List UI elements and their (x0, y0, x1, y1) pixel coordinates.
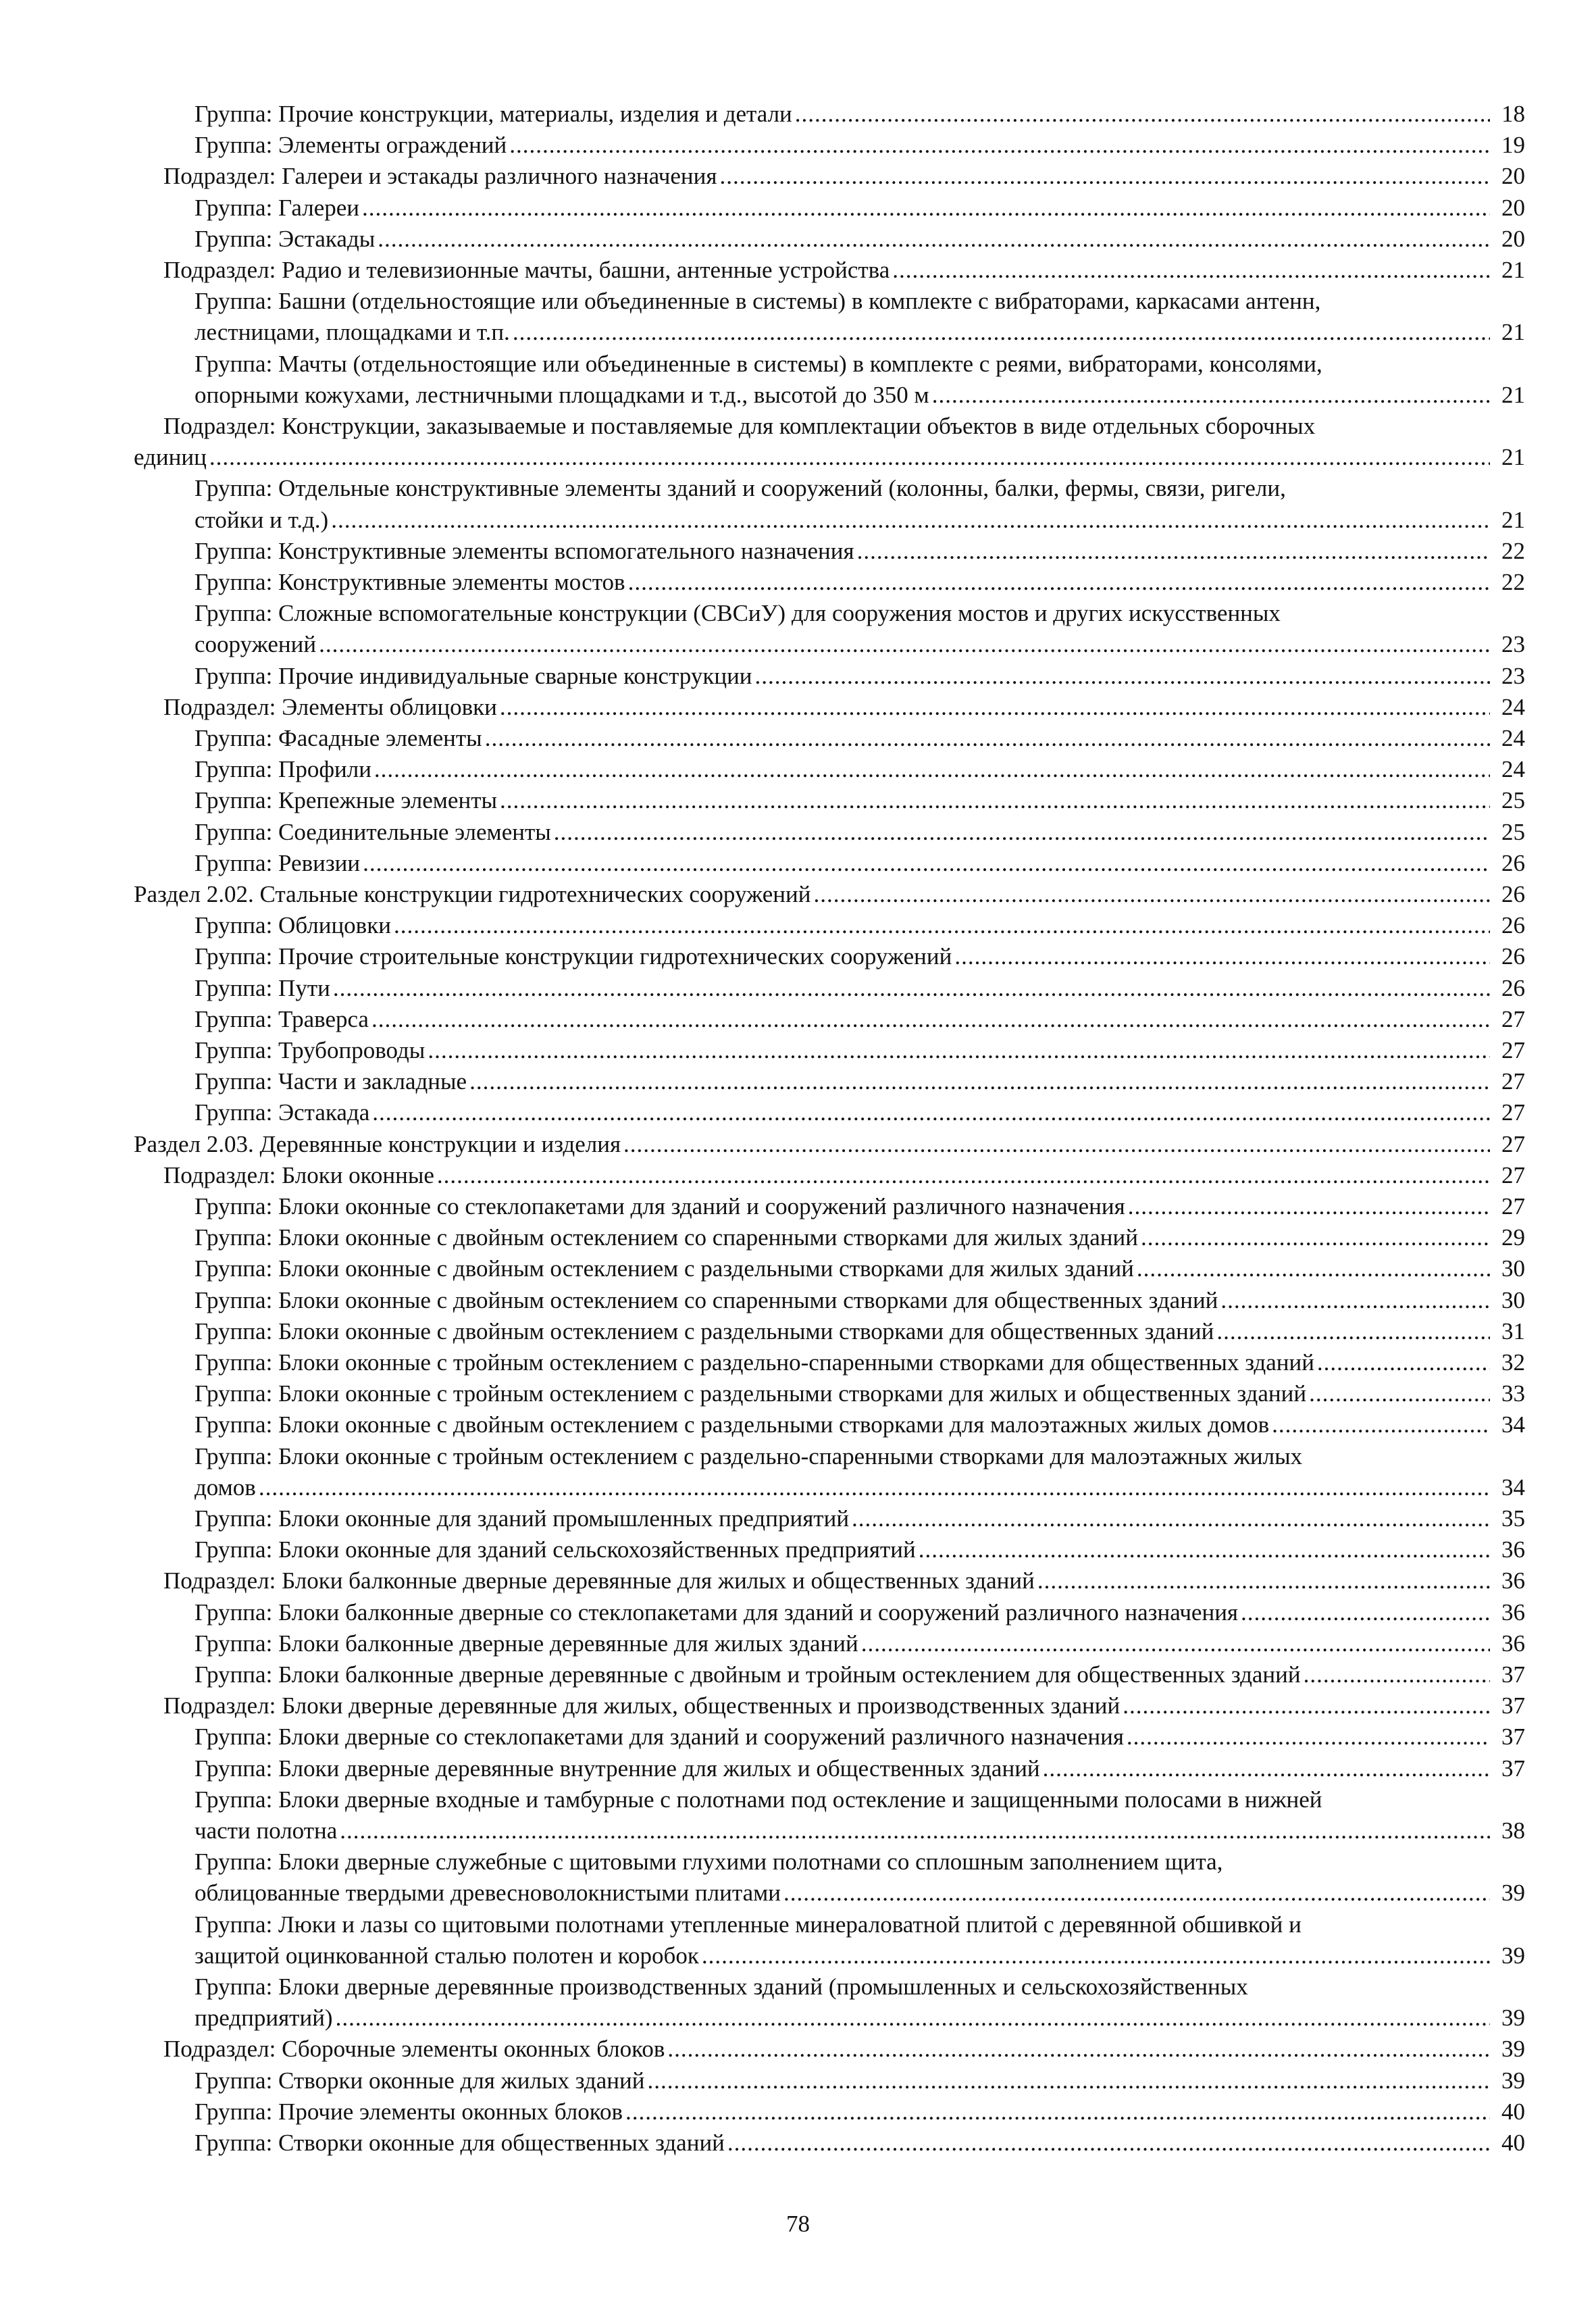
toc-entry-title: Группа: Блоки балконные дверные деревянные для жилых зданий (195, 1630, 858, 1657)
toc-entry-page: 27 (1501, 1130, 1525, 1157)
toc-entry-page: 37 (1501, 1692, 1525, 1719)
toc-entry-title-line: Группа: Блоки дверные служебные с щитовыми глухими полотнами со сплошным заполнением щита, (195, 1848, 1223, 1876)
toc-entry-page: 20 (1501, 225, 1525, 252)
toc-entry-title-line: Группа: Мачты (отдельностоящие или объединенные в системы) в комплекте с реями, вибраторами, консолями, (195, 350, 1322, 377)
dot-leader (1128, 1191, 1490, 1222)
toc-entry-title: лестницами, площадками и т.п. (195, 319, 510, 346)
toc-entry-page: 29 (1501, 1224, 1525, 1251)
toc-entry-title: части полотна (195, 1817, 338, 1844)
dot-leader (1309, 1378, 1490, 1409)
dot-leader (554, 817, 1490, 848)
toc-entry-title: Группа: Блоки оконные с двойным остеклением со спаренными створками для жилых зданий (195, 1224, 1138, 1251)
toc-entry-title: Подраздел: Элементы облицовки (163, 693, 497, 720)
toc-entry-page: 39 (1501, 2036, 1525, 2063)
toc-entry-page: 27 (1501, 1005, 1525, 1032)
dot-leader (702, 1940, 1490, 1971)
toc-entry-title: Группа: Трубопроводы (195, 1037, 426, 1063)
toc-entry-title-line: Подраздел: Конструкции, заказываемые и поставляемые для комплектации объектов в виде отдельных сборочных (163, 413, 1316, 439)
toc-entry-title: Группа: Прочие строительные конструкции гидротехнических сооружений (195, 943, 952, 970)
toc-entry-page: 25 (1501, 818, 1525, 845)
toc-entry-title: Группа: Блоки оконные с тройным остеклением с раздельно-спаренными створками для общественных зданий (195, 1349, 1314, 1376)
toc-entry-title: Группа: Блоки оконные для зданий сельскохозяйственных предприятий (195, 1536, 916, 1563)
dot-leader (852, 1503, 1490, 1534)
toc-entry-title: сооружений (195, 631, 317, 658)
dot-leader (363, 848, 1490, 879)
toc-entry-title: Группа: Крепежные элементы (195, 787, 498, 814)
toc-entry-page: 25 (1501, 787, 1525, 814)
dot-leader (892, 255, 1490, 286)
toc-entry-page: 40 (1501, 2098, 1525, 2125)
dot-leader (795, 99, 1490, 130)
dot-leader (1043, 1753, 1490, 1784)
dot-leader (378, 224, 1490, 255)
toc-entry-page: 30 (1501, 1255, 1525, 1282)
toc-entry-page: 30 (1501, 1286, 1525, 1313)
dot-leader (1137, 1253, 1490, 1284)
toc-entry-page: 27 (1501, 1099, 1525, 1126)
dot-leader (428, 1035, 1490, 1066)
toc-entry-page: 31 (1501, 1317, 1525, 1344)
toc-entry-page: 34 (1501, 1411, 1525, 1438)
toc-entry-page: 38 (1501, 1817, 1525, 1844)
toc-entry-page: 39 (1501, 1942, 1525, 1969)
toc-entry-title: облицованные твердыми древесноволокнистыми плитами (195, 1880, 781, 1907)
toc-entry-page: 20 (1501, 194, 1525, 221)
dot-leader (371, 1004, 1490, 1035)
toc-entry-title-line: Группа: Сложные вспомогательные конструкции (СВСиУ) для сооружения мостов и других искусственных (195, 600, 1281, 627)
toc-entry-title-line: Группа: Башни (отдельностоящие или объединенные в системы) в комплекте с вибраторами, каркасами антенн, (195, 288, 1321, 315)
toc-entry-page: 37 (1501, 1661, 1525, 1688)
toc-entry-title: Группа: Галереи (195, 194, 360, 221)
toc-entry-title: Группа: Пути (195, 974, 330, 1001)
toc-entry-page: 21 (1501, 381, 1525, 408)
dot-leader (336, 2003, 1490, 2034)
toc-entry-title-line: Группа: Блоки дверные деревянные производственных зданий (промышленных и сельскохозяйственных (195, 1973, 1248, 2000)
toc-entry-page: 36 (1501, 1567, 1525, 1594)
toc-entry-title: предприятий) (195, 2005, 333, 2032)
toc-entry-page: 21 (1501, 257, 1525, 283)
dot-leader (209, 442, 1490, 473)
toc-entry-page: 36 (1501, 1536, 1525, 1563)
toc-entry-title: Группа: Конструктивные элементы мостов (195, 569, 625, 595)
toc-entry-page: 26 (1501, 974, 1525, 1001)
toc-entry-title: Группа: Конструктивные элементы вспомогательного назначения (195, 537, 854, 564)
toc-entry-title: Группа: Траверса (195, 1005, 369, 1032)
toc-entry-title: Группа: Блоки дверные деревянные внутренние для жилых и общественных зданий (195, 1755, 1040, 1782)
toc-entry-title: Группа: Блоки дверные со стеклопакетами для зданий и сооружений различного назначения (195, 1724, 1124, 1751)
toc-entry-title: Группа: Облицовки (195, 912, 391, 939)
toc-entry-title: Группа: Блоки оконные с двойным остеклением с раздельными створками для малоэтажных жилых домов (195, 1411, 1270, 1438)
toc-entry-title: Группа: Эстакады (195, 225, 376, 252)
dot-leader (719, 161, 1490, 192)
toc-entry-title: Группа: Блоки оконные с двойным остеклением со спаренными створками для общественных зданий (195, 1286, 1218, 1313)
dot-leader (394, 910, 1490, 941)
toc-entry-page: 21 (1501, 319, 1525, 346)
toc-entry-title: Подраздел: Радио и телевизионные мачты, башни, антенные устройства (163, 257, 890, 283)
toc-entry-title: Группа: Эстакада (195, 1099, 370, 1126)
dot-leader (783, 1878, 1490, 1909)
dot-leader (647, 2065, 1490, 2096)
toc-entry-page: 34 (1501, 1474, 1525, 1501)
toc-entry-page: 23 (1501, 662, 1525, 689)
toc-entry-page: 26 (1501, 849, 1525, 876)
dot-leader (919, 1534, 1490, 1565)
toc-entry-page: 26 (1501, 881, 1525, 907)
dot-leader (513, 317, 1490, 348)
dot-leader (333, 973, 1490, 1004)
dot-leader (509, 130, 1490, 161)
toc-entry-title: Группа: Прочие индивидуальные сварные конструкции (195, 662, 752, 689)
toc-entry-page: 32 (1501, 1349, 1525, 1376)
toc-entry-page: 23 (1501, 631, 1525, 658)
toc-entry-title: домов (195, 1474, 256, 1501)
toc-entry-title: Подраздел: Блоки балконные дверные деревянные для жилых и общественных зданий (163, 1567, 1035, 1594)
toc-entry-title: Группа: Створки оконные для жилых зданий (195, 2067, 645, 2094)
toc-entry-page: 24 (1501, 756, 1525, 783)
dot-leader (1241, 1597, 1490, 1628)
toc-entry-title: Группа: Створки оконные для общественных зданий (195, 2130, 725, 2156)
dot-leader (625, 2096, 1490, 2128)
toc-entry-page: 26 (1501, 943, 1525, 970)
dot-leader (623, 1129, 1490, 1160)
dot-leader (727, 2128, 1490, 2159)
dot-leader (372, 1097, 1490, 1128)
dot-leader (319, 629, 1490, 660)
toc-entry-page: 24 (1501, 693, 1525, 720)
dot-leader (1304, 1659, 1490, 1690)
dot-leader (469, 1066, 1490, 1097)
toc-entry-page: 24 (1501, 725, 1525, 751)
toc-entry-title: Группа: Блоки балконные дверные со стеклопакетами для зданий и сооружений различного назначения (195, 1599, 1239, 1626)
toc-entry-title: Группа: Ревизии (195, 849, 361, 876)
toc-entry-page: 35 (1501, 1505, 1525, 1532)
toc-entry-title: Группа: Блоки оконные для зданий промышленных предприятий (195, 1505, 850, 1532)
toc-entry-page: 37 (1501, 1755, 1525, 1782)
toc-entry-title-line: Группа: Отдельные конструктивные элементы зданий и сооружений (колонны, балки, фермы, связи, ригели, (195, 475, 1286, 502)
toc-entry-title: Группа: Прочие конструкции, материалы, изделия и детали (195, 101, 792, 127)
toc-entry-title: Группа: Блоки балконные дверные деревянные с двойным и тройным остеклением для общественных зданий (195, 1661, 1301, 1688)
dot-leader (362, 193, 1490, 224)
dot-leader (667, 2034, 1490, 2065)
toc-entry-page: 27 (1501, 1068, 1525, 1095)
toc-entry-title: Подраздел: Галереи и эстакады различного назначения (163, 163, 717, 190)
toc-entry-page: 18 (1501, 101, 1525, 127)
toc-entry-title: Группа: Блоки оконные со стеклопакетами для зданий и сооружений различного назначения (195, 1193, 1125, 1219)
dot-leader (954, 941, 1490, 972)
toc-entry-title: стойки и т.д.) (195, 506, 329, 533)
dot-leader (1123, 1690, 1490, 1721)
toc-entry-title: Группа: Соединительные элементы (195, 818, 551, 845)
toc-entry-title-line: Группа: Люки и лазы со щитовыми полотнами утепленные минераловатной плитой с деревянной обшивкой и (195, 1911, 1302, 1938)
toc-entry-page: 36 (1501, 1599, 1525, 1626)
toc-entry-page: 39 (1501, 1880, 1525, 1907)
toc-entry-title: защитой оцинкованной сталью полотен и коробок (195, 1942, 699, 1969)
toc-entry-page: 27 (1501, 1193, 1525, 1219)
dot-leader (1216, 1316, 1490, 1347)
toc-entry-title: Группа: Части и закладные (195, 1068, 467, 1095)
toc-entry-page: 36 (1501, 1630, 1525, 1657)
dot-leader (485, 723, 1490, 754)
toc-entry-page: 39 (1501, 2067, 1525, 2094)
toc-entry-title: Подраздел: Блоки оконные (163, 1161, 434, 1188)
toc-entry-title-line: Группа: Блоки оконные с тройным остеклением с раздельно-спаренными створками для малоэтажных жилых (195, 1442, 1303, 1469)
dot-leader (500, 785, 1490, 816)
dot-leader (861, 1628, 1490, 1659)
toc-entry-title: Раздел 2.02. Стальные конструкции гидротехнических сооружений (134, 881, 811, 907)
toc-entry-page: 21 (1501, 506, 1525, 533)
toc-entry-title: Группа: Блоки оконные с тройным остеклением с раздельными створками для жилых и общественных зданий (195, 1380, 1307, 1407)
toc-entry-title: Подраздел: Сборочные элементы оконных блоков (163, 2036, 665, 2063)
dot-leader (500, 692, 1490, 723)
dot-leader (1317, 1347, 1490, 1378)
dot-leader (374, 754, 1490, 785)
toc-entry-page: 22 (1501, 537, 1525, 564)
toc-entry-title: единиц (134, 444, 207, 471)
toc-entry-page: 21 (1501, 444, 1525, 471)
toc-entry-title: Группа: Прочие элементы оконных блоков (195, 2098, 623, 2125)
toc-entry-page: 27 (1501, 1161, 1525, 1188)
toc-entry-page: 33 (1501, 1380, 1525, 1407)
toc-entry-title: Группа: Профили (195, 756, 371, 783)
toc-entry-page: 19 (1501, 132, 1525, 159)
dot-leader (755, 661, 1490, 692)
toc-entry-title: Группа: Блоки оконные с двойным остеклением с раздельными створками для общественных зданий (195, 1317, 1214, 1344)
dot-leader (1127, 1721, 1490, 1753)
dot-leader (1272, 1409, 1490, 1440)
toc-entry-page: 26 (1501, 912, 1525, 939)
toc-entry-page: 39 (1501, 2005, 1525, 2032)
toc-entry-page: 40 (1501, 2130, 1525, 2156)
toc-entry-title: Группа: Блоки оконные с двойным остеклением с раздельными створками для жилых зданий (195, 1255, 1134, 1282)
dot-leader (1220, 1285, 1490, 1316)
dot-leader (259, 1472, 1490, 1503)
page-number: 78 (786, 2211, 810, 2237)
dot-leader (1141, 1222, 1490, 1253)
dot-leader (857, 536, 1490, 567)
toc-entry-title-line: Группа: Блоки дверные входные и тамбурные с полотнами под остекление и защищенными полосами в нижней (195, 1786, 1322, 1813)
toc-entry-title: Раздел 2.03. Деревянные конструкции и изделия (134, 1130, 621, 1157)
toc-entry-title: Группа: Элементы ограждений (195, 132, 507, 159)
dot-leader (340, 1815, 1490, 1846)
toc-entry-page: 37 (1501, 1724, 1525, 1751)
dot-leader (813, 879, 1490, 910)
dot-leader (1037, 1565, 1490, 1596)
toc-entry-page: 20 (1501, 163, 1525, 190)
dot-leader (628, 567, 1490, 598)
toc-entry-title: Группа: Фасадные элементы (195, 725, 482, 751)
dot-leader (437, 1160, 1490, 1191)
dot-leader (932, 380, 1490, 411)
dot-leader (331, 505, 1490, 536)
toc-entry-title: опорными кожухами, лестничными площадками и т.д., высотой до 350 м (195, 381, 929, 408)
toc-entry-title: Подраздел: Блоки дверные деревянные для жилых, общественных и производственных зданий (163, 1692, 1121, 1719)
toc-entry-page: 22 (1501, 569, 1525, 595)
toc-entry-page: 27 (1501, 1037, 1525, 1063)
